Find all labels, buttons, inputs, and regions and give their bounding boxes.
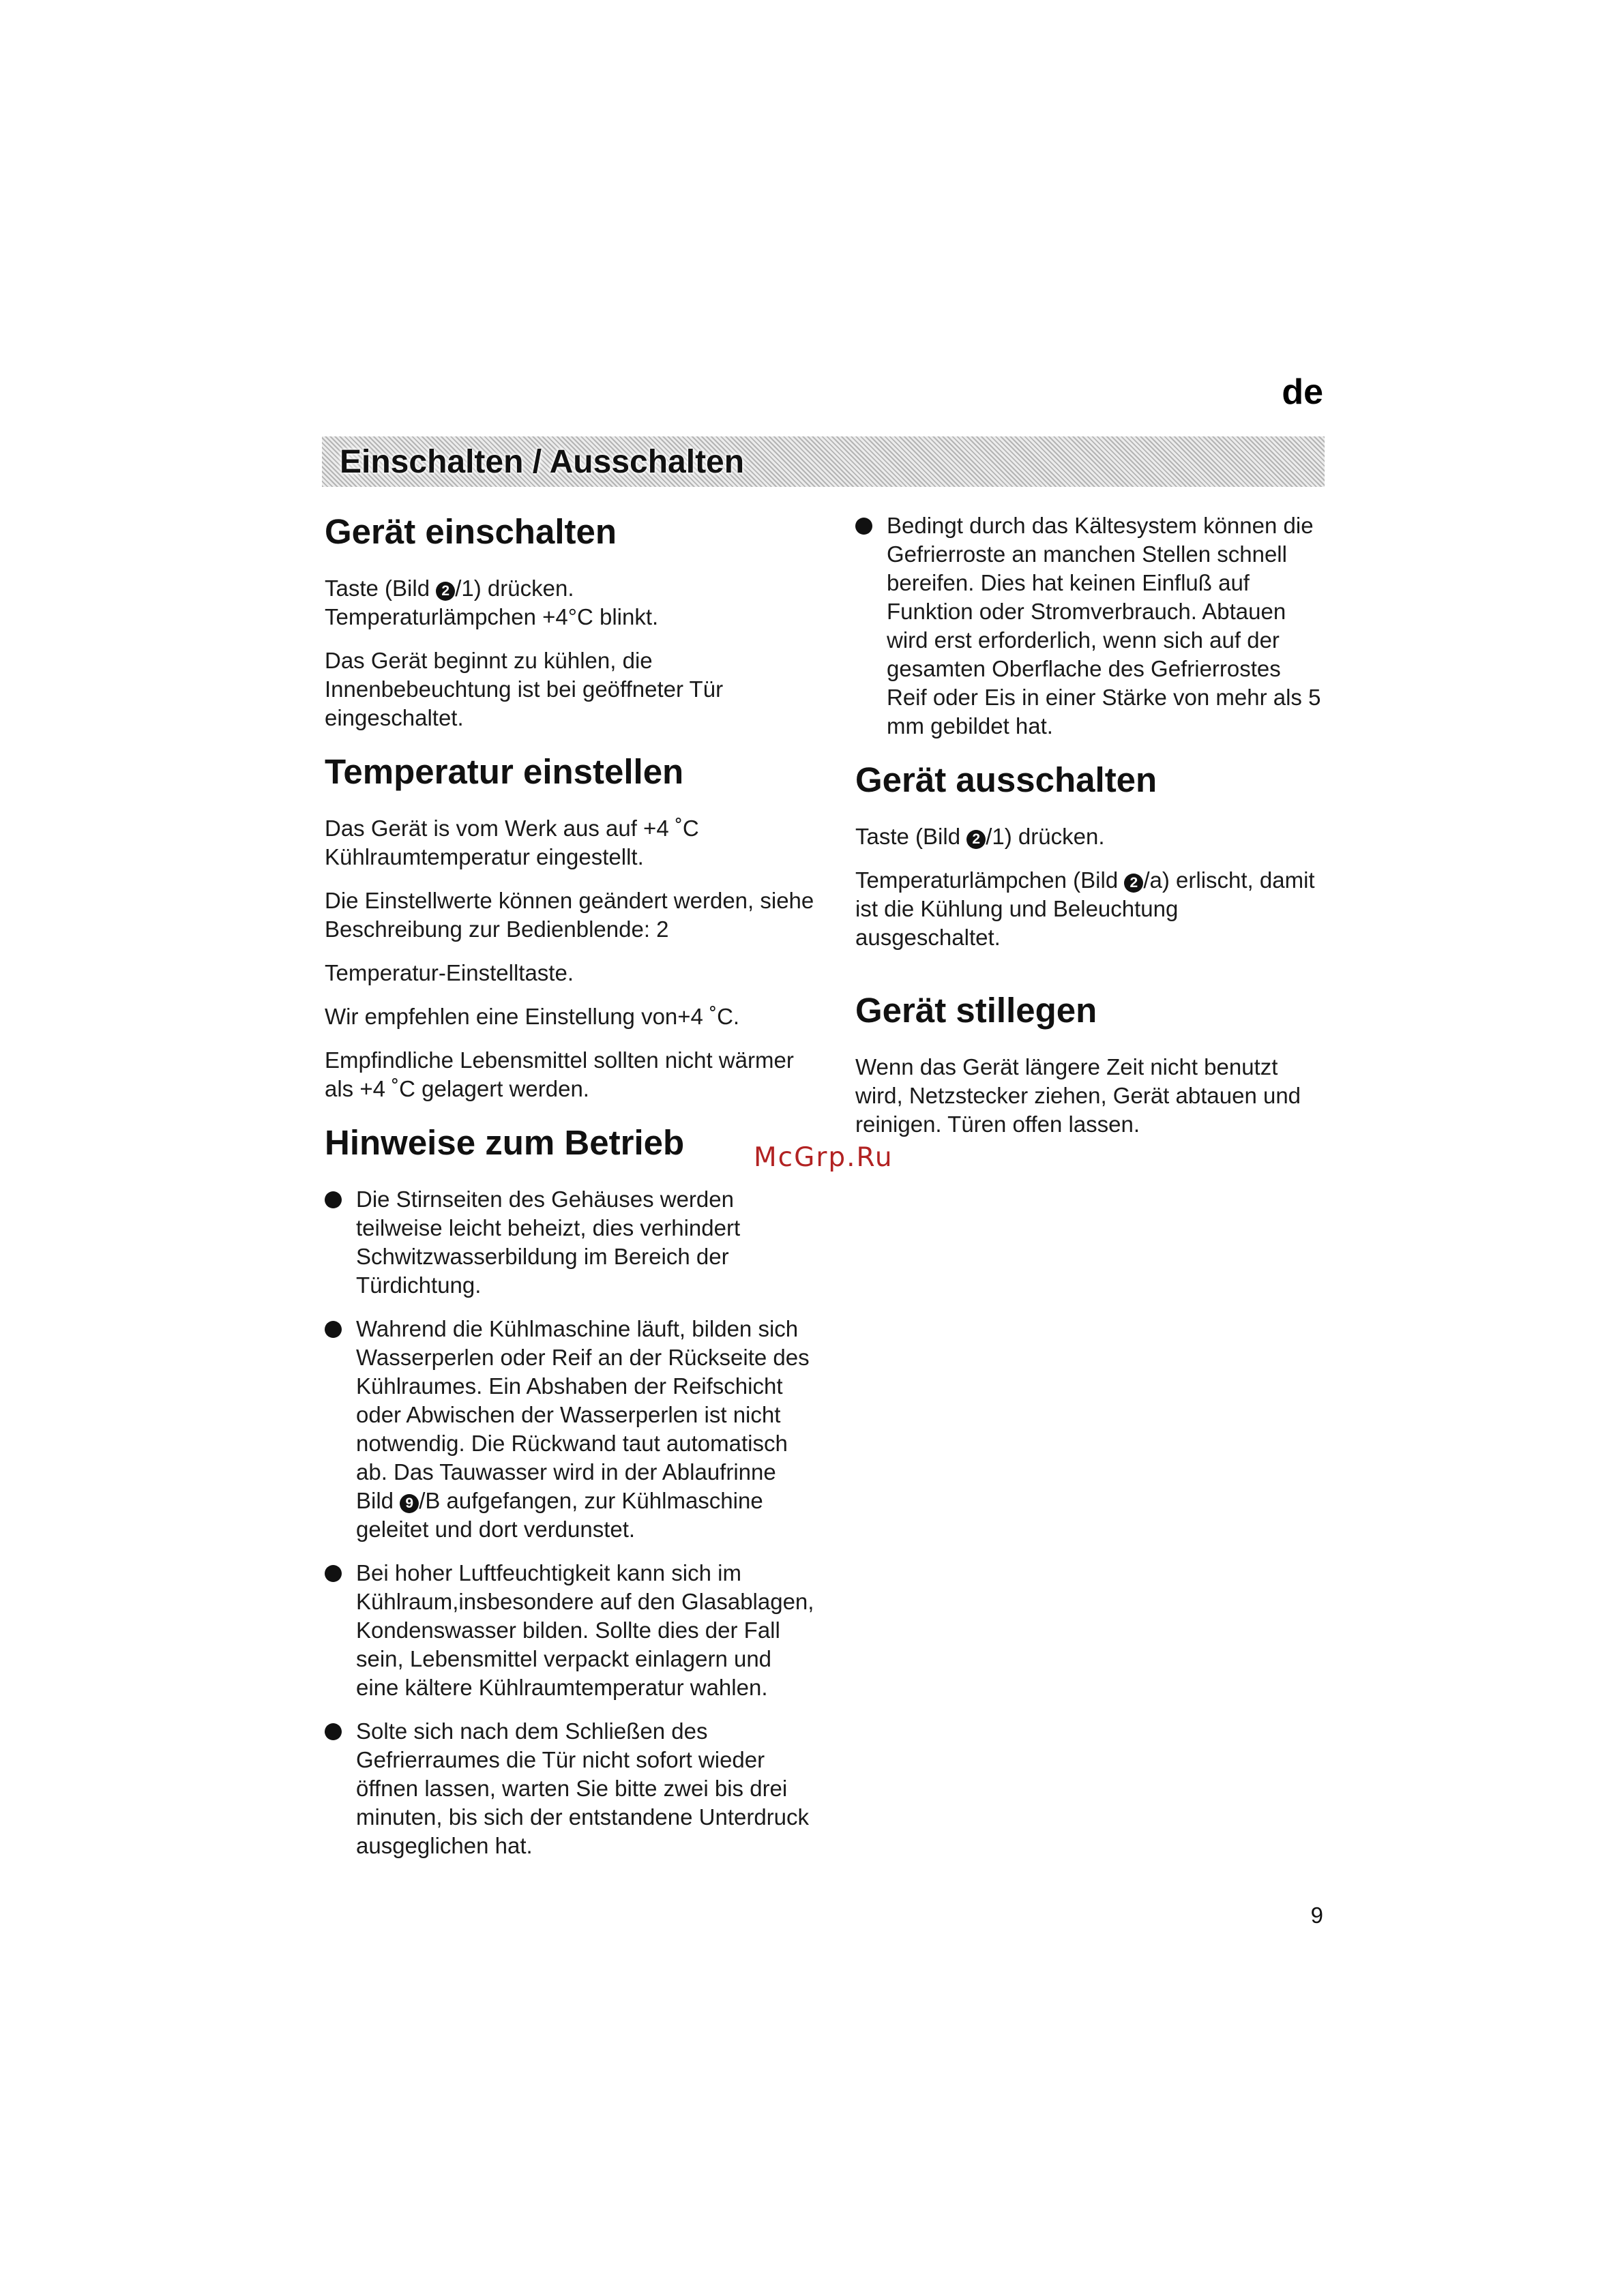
figure-number-icon: 9 (400, 1494, 419, 1513)
paragraph-kuehlen: Das Gerät beginnt zu kühlen, die Innenbebeuchtung ist bei geöffneter Tür eingeschaltet. (325, 648, 724, 730)
figure-number-icon: 2 (966, 830, 986, 849)
heading-hinweise-betrieb: Hinweise zum Betrieb (325, 1123, 685, 1162)
page-title: Einschalten / Ausschalten (340, 443, 745, 480)
hinweise-list (325, 1185, 816, 1860)
list-item: Bei hoher Luftfeuchtigkeit kann sich im Kühlraum,insbesondere auf den Glasablagen, Kondenswasser bilden. Sollte dies der Fall sein, Lebensmittel verpackt einlagern und eine kältere Kühlraumtemperatur wahlen. (325, 1559, 816, 1702)
paragraph-lampchen-erlischt: Temperaturlämpchen (Bild 2 /a) erlischt, damit ist die Kühlung und Beleuchtung ausgeschaltet. (855, 867, 1315, 950)
paragraph-lebensmittel: Empfindliche Lebensmittel sollten nicht wärmer als +4 ˚C gelagert werden. (325, 1047, 794, 1101)
left-column (325, 511, 816, 1875)
list-item: Solte sich nach dem Schließen des Gefrierraumes die Tür nicht sofort wieder öffnen lassen, warten Sie bitte zwei bis drei minuten, bis sich der entstandene Unterdruck ausgeglichen hat. (325, 1717, 816, 1860)
list-item: Bedingt durch das Kältesystem können die Gefrierroste an manchen Stellen schnell bereifen. Dies hat keinen Einfluß auf Funktion oder Stromverbrauch. Abtauen wird erst erforderlich, wenn sich auf der gesamten Oberflache des Gefrierrostes Reif oder Eis in einer Stärke von mehr als 5 mm gebildet hat. (855, 511, 1326, 741)
language-code: de (1282, 372, 1323, 412)
bullet-icon (325, 1723, 342, 1740)
paragraph-empfehlung: Wir empfehlen eine Einstellung von+4 ˚C. (325, 1004, 740, 1029)
heading-geraet-stillegen: Gerät stillegen (855, 991, 1097, 1030)
heading-temperatur-einstellen: Temperatur einstellen (325, 752, 684, 791)
paragraph-taste-druecken: Taste (Bild 2 /1) drücken. Temperaturlämpchen +4°C blinkt. (325, 576, 659, 629)
right-column (855, 511, 1326, 1154)
list-item: Die Stirnseiten des Gehäuses werden teilweise leicht beheizt, dies verhindert Schwitzwasserbildung im Bereich der Türdichtung. (325, 1185, 816, 1300)
bullet-icon (325, 1565, 342, 1582)
bullet-icon (325, 1321, 342, 1338)
bullet-icon (325, 1191, 342, 1208)
hinweise-list-continued (855, 511, 1326, 741)
figure-number-icon: 2 (436, 582, 455, 601)
heading-geraet-einschalten: Gerät einschalten (325, 512, 617, 551)
watermark: McGrp.Ru (754, 1142, 894, 1173)
bullet-icon (855, 518, 872, 535)
heading-geraet-ausschalten: Gerät ausschalten (855, 760, 1157, 799)
list-item: Wahrend die Kühlmaschine läuft, bilden sich Wasserperlen oder Reif an der Rückseite des Kühlraumes. Ein Abshaben der Reifschicht oder Abwischen der Wasserperlen ist nicht notwendig. Die Rückwand taut automatisch ab. Das Tauwasser wird in der Ablaufrinne Bild 9 /B aufgefangen, zur Kühlmaschine geleitet und dort verdunstet. (325, 1315, 816, 1544)
figure-number-icon: 2 (1124, 874, 1143, 893)
page-number: 9 (1310, 1903, 1323, 1928)
paragraph-werkseinstellung: Das Gerät is vom Werk aus auf +4 ˚C Kühlraumtemperatur eingestellt. (325, 816, 699, 869)
section-banner (322, 436, 1325, 487)
paragraph-einstelltaste: Temperatur-Einstelltaste. (325, 960, 574, 985)
paragraph-einstellwerte: Die Einstellwerte können geändert werden, siehe Beschreibung zur Bedienblende: 2 (325, 888, 814, 942)
paragraph-stillegen: Wenn das Gerät längere Zeit nicht benutzt wird, Netzstecker ziehen, Gerät abtauen und reinigen. Türen offen lassen. (855, 1054, 1301, 1137)
paragraph-taste-ausschalten: Taste (Bild 2 /1) drücken. (855, 824, 1105, 849)
